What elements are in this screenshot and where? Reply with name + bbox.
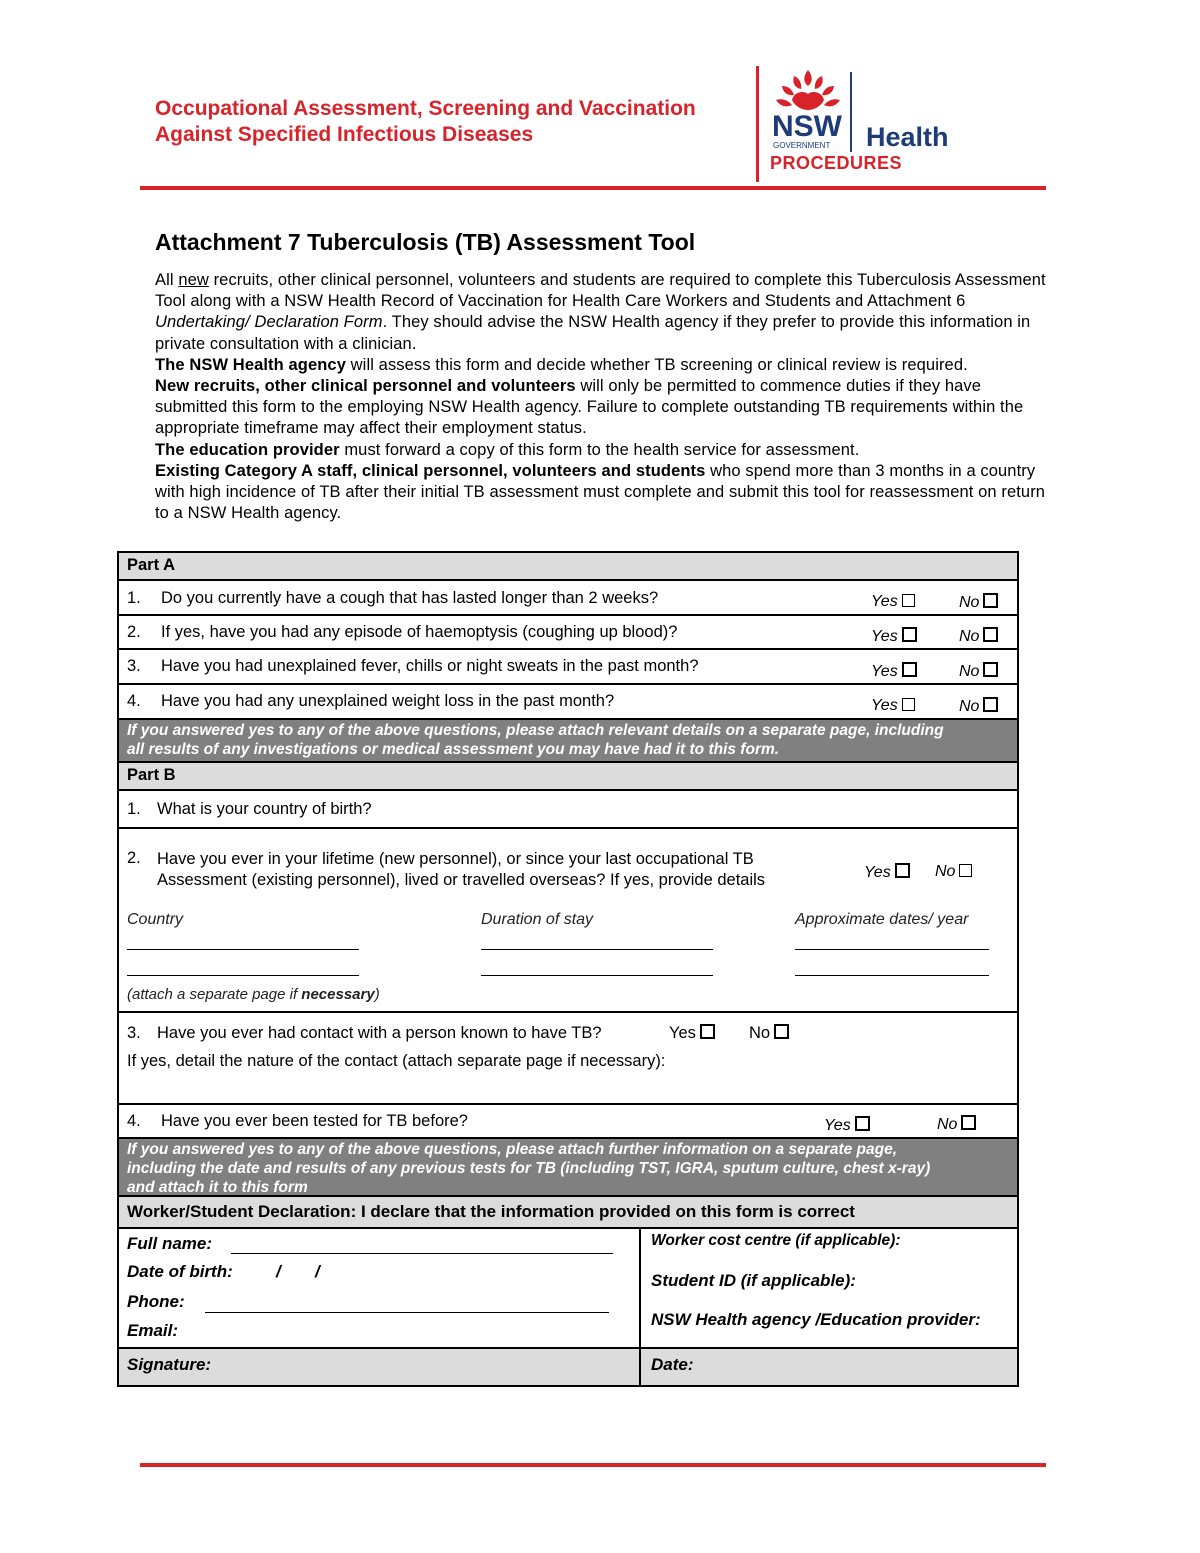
email-label: Email: bbox=[127, 1321, 179, 1340]
header-title-line2: Against Specified Infectious Diseases bbox=[155, 123, 534, 146]
no-checkbox[interactable] bbox=[983, 662, 998, 677]
yes-option[interactable]: Yes bbox=[871, 593, 915, 611]
dob-separator: / bbox=[276, 1262, 281, 1281]
question-number: 3. bbox=[127, 1024, 141, 1042]
country-input-line[interactable] bbox=[127, 975, 359, 976]
agency-label: NSW Health agency /Education provider: bbox=[651, 1310, 981, 1329]
no-checkbox[interactable] bbox=[983, 697, 998, 712]
part-a-heading-row bbox=[119, 553, 1017, 581]
yes-option[interactable]: Yes bbox=[871, 627, 917, 646]
dates-input-line[interactable] bbox=[795, 975, 989, 976]
part-a-question-row bbox=[119, 581, 1017, 616]
part-a-question-row bbox=[119, 616, 1017, 650]
no-option[interactable]: No bbox=[959, 593, 998, 612]
yes-option[interactable]: Yes bbox=[669, 1024, 715, 1043]
duration-input-line[interactable] bbox=[481, 949, 713, 950]
logo-health-text: Health bbox=[866, 122, 949, 152]
declaration-heading-row bbox=[119, 1197, 1017, 1229]
attachment-title: Attachment 7 Tuberculosis (TB) Assessment Tool bbox=[155, 229, 696, 255]
footer-rule bbox=[140, 1463, 1046, 1467]
country-input-line[interactable] bbox=[127, 949, 359, 950]
yes-checkbox[interactable] bbox=[902, 698, 915, 711]
part-a-question-1: Do you currently have a cough that has lasted longer than 2 weeks? bbox=[161, 589, 659, 607]
dates-label: Approximate dates/ year bbox=[795, 911, 969, 928]
yes-checkbox[interactable] bbox=[902, 594, 915, 607]
no-option[interactable]: No bbox=[959, 662, 998, 681]
no-option[interactable]: No bbox=[749, 1024, 789, 1043]
document-header-title bbox=[155, 96, 696, 148]
full-name-label: Full name: bbox=[127, 1234, 213, 1253]
question-number: 2. bbox=[127, 849, 141, 867]
question-number: 4. bbox=[127, 1112, 141, 1130]
part-a-question-4: Have you had any unexplained weight loss in the past month? bbox=[161, 692, 615, 710]
yes-checkbox[interactable] bbox=[902, 662, 917, 677]
part-b-heading-row bbox=[119, 763, 1017, 791]
signature-label: Signature: bbox=[127, 1355, 212, 1374]
part-b-question-3-row bbox=[119, 1013, 1017, 1105]
yes-checkbox[interactable] bbox=[700, 1024, 715, 1039]
signature-row bbox=[119, 1349, 1017, 1385]
part-a-question-3: Have you had unexplained fever, chills or night sweats in the past month? bbox=[161, 657, 699, 675]
duration-label: Duration of stay bbox=[481, 911, 594, 928]
logo-nsw-text: NSW bbox=[772, 110, 842, 143]
no-checkbox[interactable] bbox=[961, 1115, 976, 1130]
country-label: Country bbox=[127, 911, 184, 928]
dates-input-line[interactable] bbox=[795, 949, 989, 950]
phone-input-line[interactable] bbox=[205, 1312, 609, 1313]
question-number: 1. bbox=[127, 800, 141, 818]
declaration-heading: Worker/Student Declaration: I declare that the information provided on this form is correct bbox=[127, 1202, 855, 1221]
part-b-question-4-row bbox=[119, 1105, 1017, 1139]
intro-paragraph-3: New recruits, other clinical personnel and volunteers will only be permitted to commence duties if they have submitted this form to the employing NSW Health agency. Failure to complete outstanding TB requirements within the appropriate timeframe may affect their employment status. bbox=[155, 377, 1024, 438]
question-number: 2. bbox=[127, 623, 141, 641]
intro-paragraph-4: The education provider must forward a copy of this form to the health service for assessment. bbox=[155, 440, 860, 459]
header-rule bbox=[140, 186, 1046, 190]
no-option[interactable]: No bbox=[935, 863, 972, 881]
part-a-note-row bbox=[119, 720, 1017, 763]
no-option[interactable]: No bbox=[959, 697, 998, 716]
yes-option[interactable]: Yes bbox=[871, 697, 915, 715]
part-a-question-2: If yes, have you had any episode of haemoptysis (coughing up blood)? bbox=[161, 623, 678, 641]
tb-assessment-form bbox=[117, 551, 1019, 1387]
intro-paragraph-2: The NSW Health agency will assess this form and decide whether TB screening or clinical review is required. bbox=[155, 355, 968, 374]
yes-checkbox[interactable] bbox=[855, 1116, 870, 1131]
date-label: Date: bbox=[651, 1355, 694, 1374]
tb-contact-question: Have you ever had contact with a person known to have TB? bbox=[157, 1024, 602, 1042]
no-checkbox[interactable] bbox=[983, 627, 998, 642]
header-divider bbox=[756, 66, 759, 182]
intro-text bbox=[155, 270, 1055, 524]
yes-option[interactable]: Yes bbox=[871, 662, 917, 681]
full-name-input-line[interactable] bbox=[231, 1253, 613, 1254]
part-b-question-1-row bbox=[119, 791, 1017, 829]
yes-checkbox[interactable] bbox=[895, 863, 910, 878]
intro-paragraph-1: All new recruits, other clinical personnel, volunteers and students are required to complete this Tuberculosis Assessment Tool along with a NSW Health Record of Vaccination for Health Care Workers and Students and Attachment 6 Undertaking/ Declaration Form. They should advise the NSW Health agency if they prefer to provide this information in private consultation with a clinician. bbox=[155, 271, 1046, 353]
question-number: 1. bbox=[127, 589, 141, 607]
yes-option[interactable]: Yes bbox=[864, 863, 910, 882]
student-id-label: Student ID (if applicable): bbox=[651, 1271, 856, 1290]
logo-separator bbox=[850, 72, 852, 152]
no-checkbox[interactable] bbox=[959, 864, 972, 877]
procedures-label: PROCEDURES bbox=[770, 153, 903, 173]
no-option[interactable]: No bbox=[959, 627, 998, 646]
overseas-travel-question: Have you ever in your lifetime (new personnel), or since your last occupational TB Assessment (existing personnel), lived or travelled overseas? If yes, provide details bbox=[157, 850, 766, 889]
tb-contact-detail-prompt: If yes, detail the nature of the contact (attach separate page if necessary): bbox=[127, 1052, 666, 1070]
intro-paragraph-5: Existing Category A staff, clinical personnel, volunteers and students who spend more than 3 months in a country with high incidence of TB after their initial TB assessment must complete and submit this tool for reassessment on return to a NSW Health agency. bbox=[155, 461, 1046, 523]
phone-label: Phone: bbox=[127, 1292, 185, 1311]
no-checkbox[interactable] bbox=[774, 1024, 789, 1039]
no-checkbox[interactable] bbox=[983, 593, 998, 608]
country-of-birth-question: What is your country of birth? bbox=[157, 800, 372, 818]
dob-separator: / bbox=[315, 1262, 320, 1281]
part-a-note: If you answered yes to any of the above questions, please attach relevant details on a separate page, including all results of any investigations or medical assessment you may have had it to this form. bbox=[127, 722, 944, 758]
no-option[interactable]: No bbox=[937, 1115, 976, 1134]
header-title-line1: Occupational Assessment, Screening and Vaccination bbox=[155, 97, 696, 120]
duration-input-line[interactable] bbox=[481, 975, 713, 976]
part-b-note-row bbox=[119, 1139, 1017, 1197]
tested-for-tb-question: Have you ever been tested for TB before? bbox=[161, 1112, 468, 1130]
yes-checkbox[interactable] bbox=[902, 627, 917, 642]
part-b-heading: Part B bbox=[127, 766, 176, 784]
declaration-details-row bbox=[119, 1229, 1017, 1349]
cost-centre-label: Worker cost centre (if applicable): bbox=[651, 1232, 901, 1249]
part-a-heading: Part A bbox=[127, 556, 175, 574]
question-number: 4. bbox=[127, 692, 141, 710]
yes-option[interactable]: Yes bbox=[824, 1116, 870, 1135]
part-b-question-2-row bbox=[119, 829, 1017, 1013]
part-b-note: If you answered yes to any of the above questions, please attach further information on a separate page, including the date and results of any previous tests for TB (including TST, IGRA, sputum culture, chest x-ray) and attach it to this form bbox=[127, 1141, 931, 1196]
waratah-icon bbox=[776, 70, 840, 110]
attach-page-note: (attach a separate page if necessary) bbox=[127, 986, 380, 1003]
declaration-column-divider bbox=[639, 1229, 641, 1347]
signature-column-divider bbox=[639, 1349, 641, 1385]
part-a-question-row bbox=[119, 650, 1017, 685]
logo-government-text: GOVERNMENT bbox=[773, 141, 831, 150]
part-a-question-row bbox=[119, 685, 1017, 720]
date-of-birth-label: Date of birth: bbox=[127, 1262, 233, 1281]
question-number: 3. bbox=[127, 657, 141, 675]
